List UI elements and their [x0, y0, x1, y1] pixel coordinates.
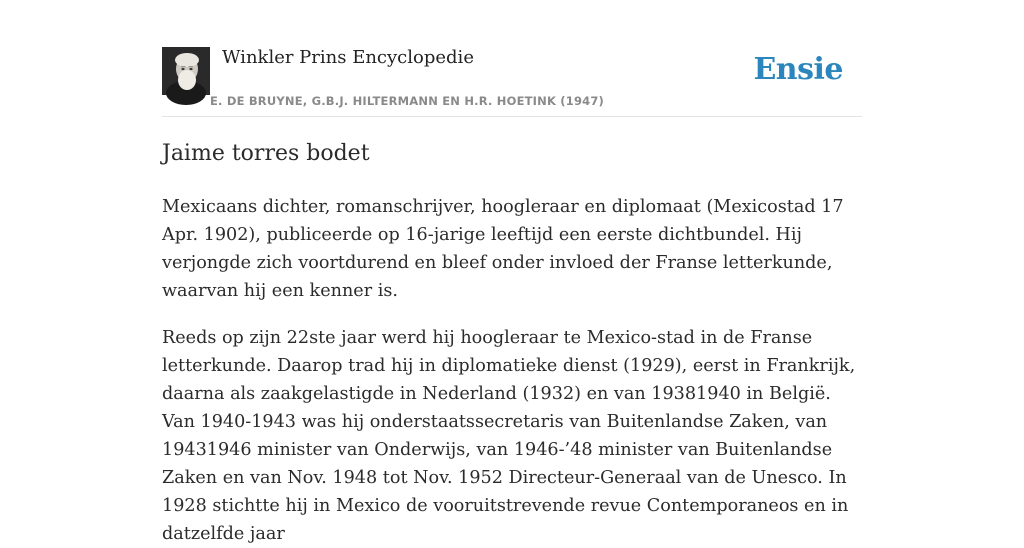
portrait-icon [162, 47, 210, 95]
article-paragraph: Mexicaans dichter, romanschrijver, hoogleraar en diplomaat (Mexicostad 17 Apr. 1902), publiceerde op 16-jarige leeftijd een eerste dichtbundel. Hij verjongde zich voortdurend en bleef onder invloed der Franse letterkunde, waarvan hij een kenner is. [162, 197, 844, 301]
article-content [162, 138, 864, 548]
ensie-logo[interactable]: Ensie [753, 52, 843, 87]
page-header [162, 46, 862, 117]
author-byline: E. DE BRUYNE, G.B.J. HILTERMANN EN H.R. HOETINK (1947) [210, 94, 605, 108]
article-title: Jaime torres bodet [162, 141, 370, 166]
article-paragraph: Reeds op zijn 22ste jaar werd hij hoogleraar te Mexico-stad in de Franse letterkunde. Daarop trad hij in diplomatieke dienst (1929), eerst in Frankrijk, daarna als zaakgelastigde in Nederland (1932) en van 19381940 in België. Van 1940-1943 was hij onderstaatssecretaris van Buitenlandse Zaken, van 19431946 minister van Onderwijs, van 1946-’48 minister van Buitenlandse Zaken en van Nov. 1948 tot Nov. 1952 Directeur-Generaal van de Unesco. In 1928 stichtte hij in Mexico de vooruitstrevende revue Contemporaneos en in datzelfde jaar [162, 328, 856, 544]
site-title[interactable]: Winkler Prins Encyclopedie [222, 47, 474, 68]
author-avatar[interactable] [162, 47, 210, 95]
